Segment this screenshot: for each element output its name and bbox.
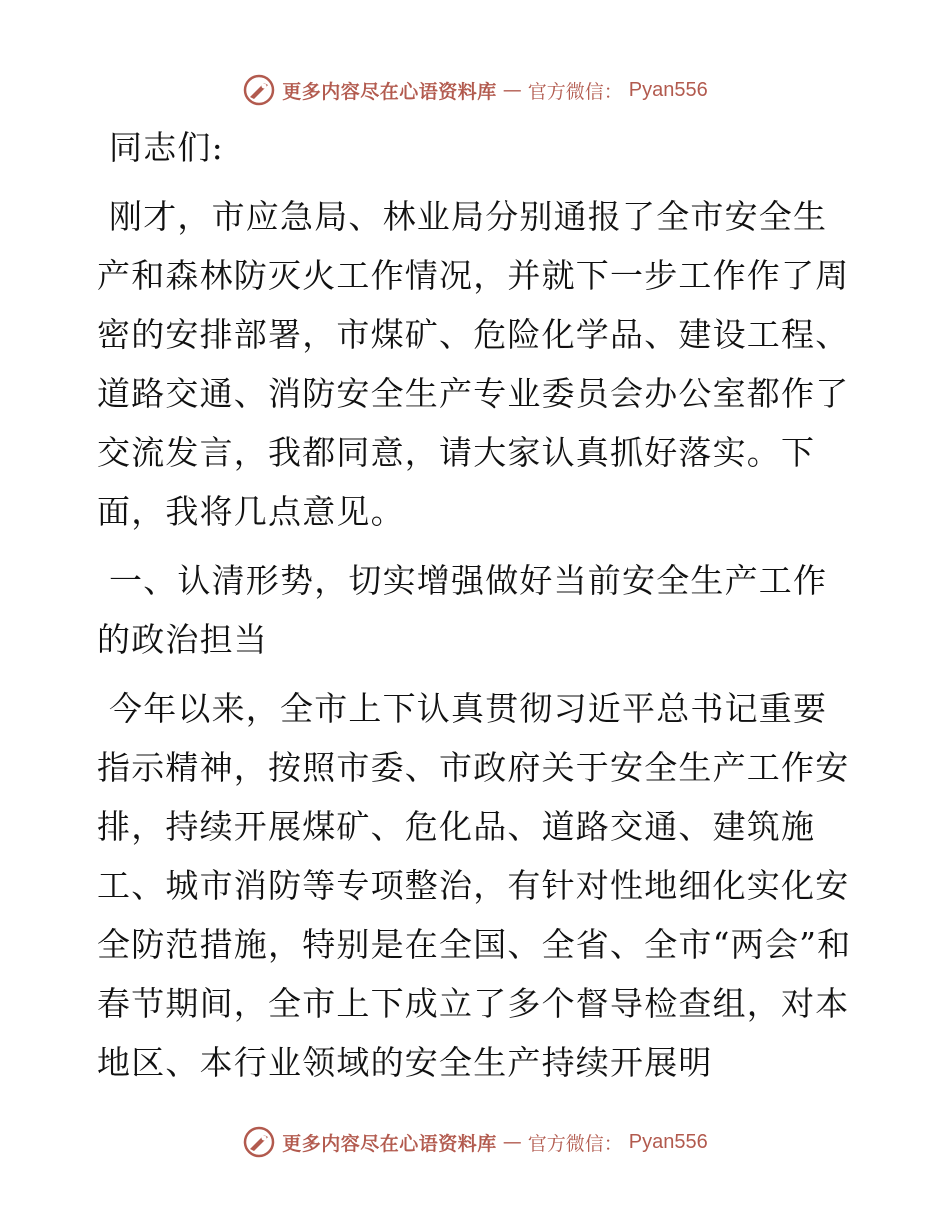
watermark-official-label: 官方微信： [527,1132,623,1155]
paragraph-intro: 刚才，市应急局、林业局分别通报了全市安全生产和森林防灭火工作情况，并就下一步工作作了周密的安排部署，市煤矿、危险化学品、建设工程、道路交通、消防安全生产专业委员会办公室都作了交流发言，我都同意，请大家认真抓好落实。下面，我将几点意见。 [97,197,850,531]
document-body [97,118,857,1102]
greeting: 同志们: [109,128,224,167]
pen-logo-icon [242,73,276,107]
watermark-separator: — [502,79,522,101]
section-heading: 一、认清形势，切实增强做好当前安全生产工作的政治担当 [97,561,828,659]
paragraph-body: 今年以来，全市上下认真贯彻习近平总书记重要指示精神，按照市委、市政府关于安全生产工作安排，持续开展煤矿、危化品、道路交通、建筑施工、城市消防等专项整治，有针对性地细化实化安全防范措施，特别是在全国、全省、全市“两会”和春节期间，全市上下成立了多个督导检查组，对本地区、本行业领域的安全生产持续开展明 [97,689,852,1082]
pen-logo-icon [242,1125,276,1159]
watermark-official-label: 官方微信： [527,80,623,103]
watermark-brand-text: 更多内容尽在心语资料库 [282,80,497,103]
header-watermark [0,70,950,110]
watermark-wechat-id: Pyan556 [628,78,708,101]
watermark-brand-text: 更多内容尽在心语资料库 [282,1132,497,1155]
watermark-separator: — [502,1131,522,1153]
watermark-wechat-id: Pyan556 [628,1130,708,1153]
footer-watermark [0,1122,950,1162]
